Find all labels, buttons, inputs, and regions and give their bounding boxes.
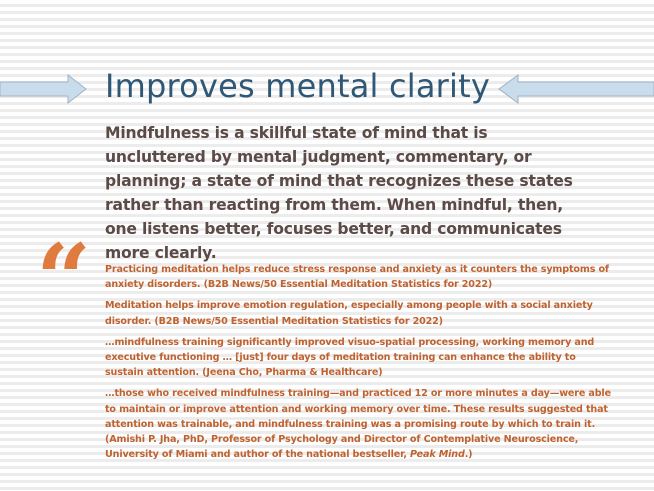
quote-item: Meditation helps improve emotion regulation, especially among people with a social anxiety disorder. (B2B News/50 Essential Meditation Statistics for 2022): [105, 300, 593, 327]
quote-item: …mindfulness training significantly improved visuo-spatial processing, working memory and executive functioning … [just] four days of meditation training can enhance the ability to sustain attention. (Jeena Cho, Pharma & Healthcare): [105, 336, 595, 379]
quotation-mark-icon: “: [36, 223, 92, 336]
quotes-list: [105, 262, 615, 468]
quote-tail: .): [464, 449, 473, 461]
left-arrow-icon: [496, 74, 654, 104]
right-arrow-icon: [0, 74, 90, 104]
book-title: Peak Mind: [410, 449, 465, 461]
slide-title: Improves mental clarity: [105, 67, 491, 105]
quote-item: [105, 386, 615, 462]
quote-text: …those who received mindfulness training—and practiced 12 or more minutes a day—were able to maintain or improve attention and working memory over time. These results suggested that attention was trainable, and mindfulness training was a promising route by which to train it. (Amishi P. Jha, PhD, Professor of Psychology and Director of Contemplative Neuroscience, University of Miami and author of the national bestseller,: [105, 388, 611, 461]
body-paragraph: Mindfulness is a skillful state of mind that is uncluttered by mental judgment, commentary, or planning; a state of mind that recognizes these states rather than reacting from them. When mindful, then, one listens better, focuses better, and communicates more clearly.: [105, 124, 573, 262]
quote-item: Practicing meditation helps reduce stress response and anxiety as it counters the symptoms of anxiety disorders. (B2B News/50 Essential Meditation Statistics for 2022): [105, 264, 609, 291]
